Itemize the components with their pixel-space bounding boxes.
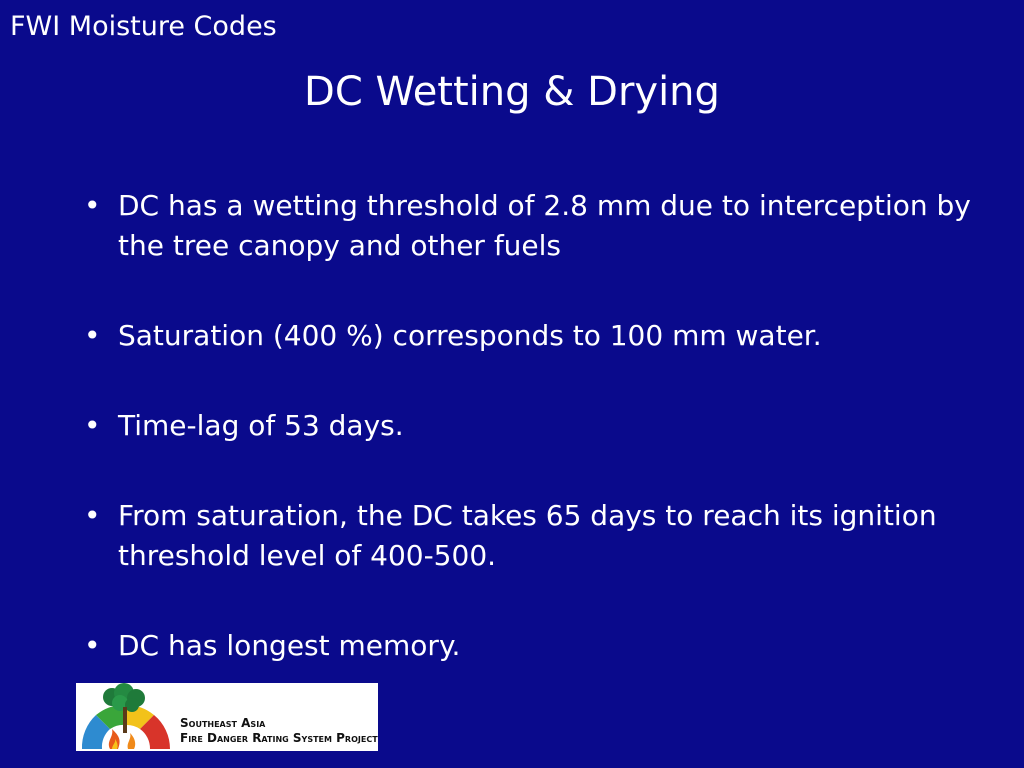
bullet-icon: •	[84, 319, 101, 352]
logo-line-2: Fire Danger Rating System Project	[180, 731, 378, 745]
bullet-list	[80, 186, 980, 716]
fire-danger-meter-icon	[76, 683, 176, 751]
project-logo	[76, 683, 378, 751]
bullet-text: Saturation (400 %) corresponds to 100 mm water.	[118, 319, 822, 352]
section-label: FWI Moisture Codes	[10, 11, 277, 42]
bullet-item	[80, 626, 980, 666]
logo-text	[180, 716, 378, 746]
bullet-item	[80, 316, 980, 356]
bullet-text: DC has a wetting threshold of 2.8 mm due to interception by the tree canopy and other fuels	[118, 189, 971, 262]
bullet-icon: •	[84, 629, 101, 662]
bullet-item	[80, 406, 980, 446]
bullet-text: Time-lag of 53 days.	[118, 409, 404, 442]
slide-title: DC Wetting & Drying	[304, 69, 720, 115]
bullet-item	[80, 496, 980, 576]
bullet-text: From saturation, the DC takes 65 days to reach its ignition threshold level of 400-500.	[118, 499, 937, 572]
bullet-icon: •	[84, 499, 101, 532]
bullet-icon: •	[84, 189, 101, 222]
logo-line-1: Southeast Asia	[180, 716, 266, 730]
bullet-icon: •	[84, 409, 101, 442]
bullet-item	[80, 186, 980, 266]
bullet-text: DC has longest memory.	[118, 629, 461, 662]
